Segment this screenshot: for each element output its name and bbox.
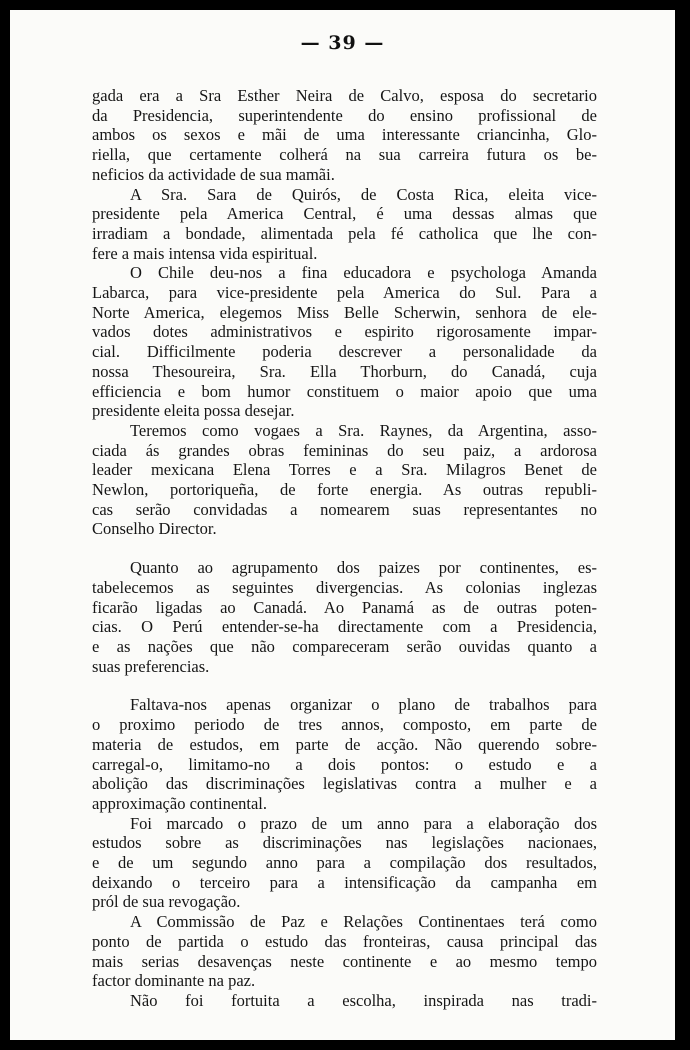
text-line: pról de sua revogação. (92, 892, 241, 912)
text-line: o proximo periodo de tres annos, composto, em parte de (92, 715, 597, 735)
text-line: Norte America, elegemos Miss Belle Scherwin, senhora de ele- (92, 302, 597, 322)
text-line: presidente pela America Central, é uma dessas almas que (92, 204, 597, 224)
text-line: fere a mais intensa vida espiritual. (92, 243, 318, 263)
text-line: approximação continental. (92, 793, 268, 813)
text-line: Faltava-nos apenas organizar o plano de trabalhos para (130, 695, 597, 715)
text-line: vados dotes administrativos e espirito rigorosamente impar- (92, 322, 597, 342)
text-line: A Sra. Sara de Quirós, de Costa Rica, eleita vice- (130, 184, 597, 204)
text-line: cias. O Perú entender-se-ha directamente com a Presidencia, (92, 617, 597, 637)
text-line: ambos os sexos e mãi de uma interessante criancinha, Glo- (92, 125, 597, 145)
paragraph-sara-quiros (92, 185, 597, 264)
paragraph-prazo (92, 814, 597, 913)
text-line: estudos sobre as discriminações nas legislações nacionaes, (92, 833, 597, 853)
text-line: ficarão ligadas ao Canadá. Ao Panamá as de outras poten- (92, 597, 597, 617)
text-line: Foi marcado o prazo de um anno para a elaboração dos (130, 813, 597, 833)
text-line: abolição das discriminações legislativas contra a mulher e a (92, 774, 597, 794)
paragraph-chile-amanda-labarca (92, 263, 597, 421)
page-body (92, 86, 597, 1011)
text-line: Quanto ao agrupamento dos paizes por continentes, es- (130, 558, 597, 578)
text-line: O Chile deu-nos a fina educadora e psychologa Amanda (130, 263, 597, 283)
text-line: leader mexicana Elena Torres e a Sra. Milagros Benet de (92, 460, 597, 480)
paragraph-esther-neira (92, 86, 597, 185)
text-line: cial. Difficilmente poderia descrever a personalidade da (92, 342, 597, 362)
text-line: carregal-o, limitamo-no a dois pontos: o estudo e a (92, 754, 597, 774)
text-line: e de um segundo anno para a compilação dos resultados, (92, 853, 597, 873)
paragraph-commissao-de-paz (92, 912, 597, 991)
document-page (10, 10, 675, 1040)
paragraph-agrupamento (92, 558, 597, 676)
text-line: nossa Thesoureira, Sra. Ella Thorburn, do Canadá, cuja (92, 361, 597, 381)
text-line: factor dominante na paz. (92, 971, 256, 991)
text-line: A Commissão de Paz e Relações Continentaes terá como (130, 912, 597, 932)
text-line: da Presidencia, superintendente do ensino profissional de (92, 105, 597, 125)
text-line: Teremos como vogaes a Sra. Raynes, da Argentina, asso- (130, 420, 597, 440)
paragraph-plano-de-trabalhos (92, 695, 597, 813)
text-line: materia de estudos, em parte de acção. Não querendo sobre- (92, 734, 597, 754)
page-number: — 39 — (300, 32, 385, 54)
paragraph-escolha (92, 991, 597, 1011)
text-line: deixando o terceiro para a intensificação da campanha em (92, 872, 597, 892)
paragraph-vogaes (92, 421, 597, 539)
text-line: riella, que certamente colherá na sua carreira futura os be- (92, 145, 597, 165)
text-line: Conselho Director. (92, 519, 217, 539)
text-line: gada era a Sra Esther Neira de Calvo, esposa do secretario (92, 86, 597, 105)
text-line: irradiam a bondade, alimentada pela fé catholica que lhe con- (92, 223, 597, 243)
text-line: suas preferencias. (92, 656, 210, 676)
text-line: Newlon, portoriqueña, de forte energia. As outras republi- (92, 480, 597, 500)
text-line: neficios da actividade de sua mamãi. (92, 164, 335, 184)
text-line: presidente eleita possa desejar. (92, 401, 295, 421)
text-line: Não foi fortuita a escolha, inspirada nas tradi- (130, 990, 597, 1010)
text-line: mais serias desavenças neste continente e ao mesmo tempo (92, 951, 597, 971)
text-line: cas serão convidadas a nomearem suas representantes no (92, 499, 597, 519)
text-line: ponto de partida o estudo das fronteiras, causa principal das (92, 931, 597, 951)
text-line: Labarca, para vice-presidente pela America do Sul. Para a (92, 283, 597, 303)
text-line: tabelecemos as seguintes divergencias. As colonias inglezas (92, 577, 597, 597)
text-line: e as nações que não compareceram serão ouvidas quanto a (92, 636, 597, 656)
text-line: ciada ás grandes obras femininas do seu paiz, a ardorosa (92, 440, 597, 460)
text-line: efficiencia e bom humor constituem o maior apoio que uma (92, 381, 597, 401)
